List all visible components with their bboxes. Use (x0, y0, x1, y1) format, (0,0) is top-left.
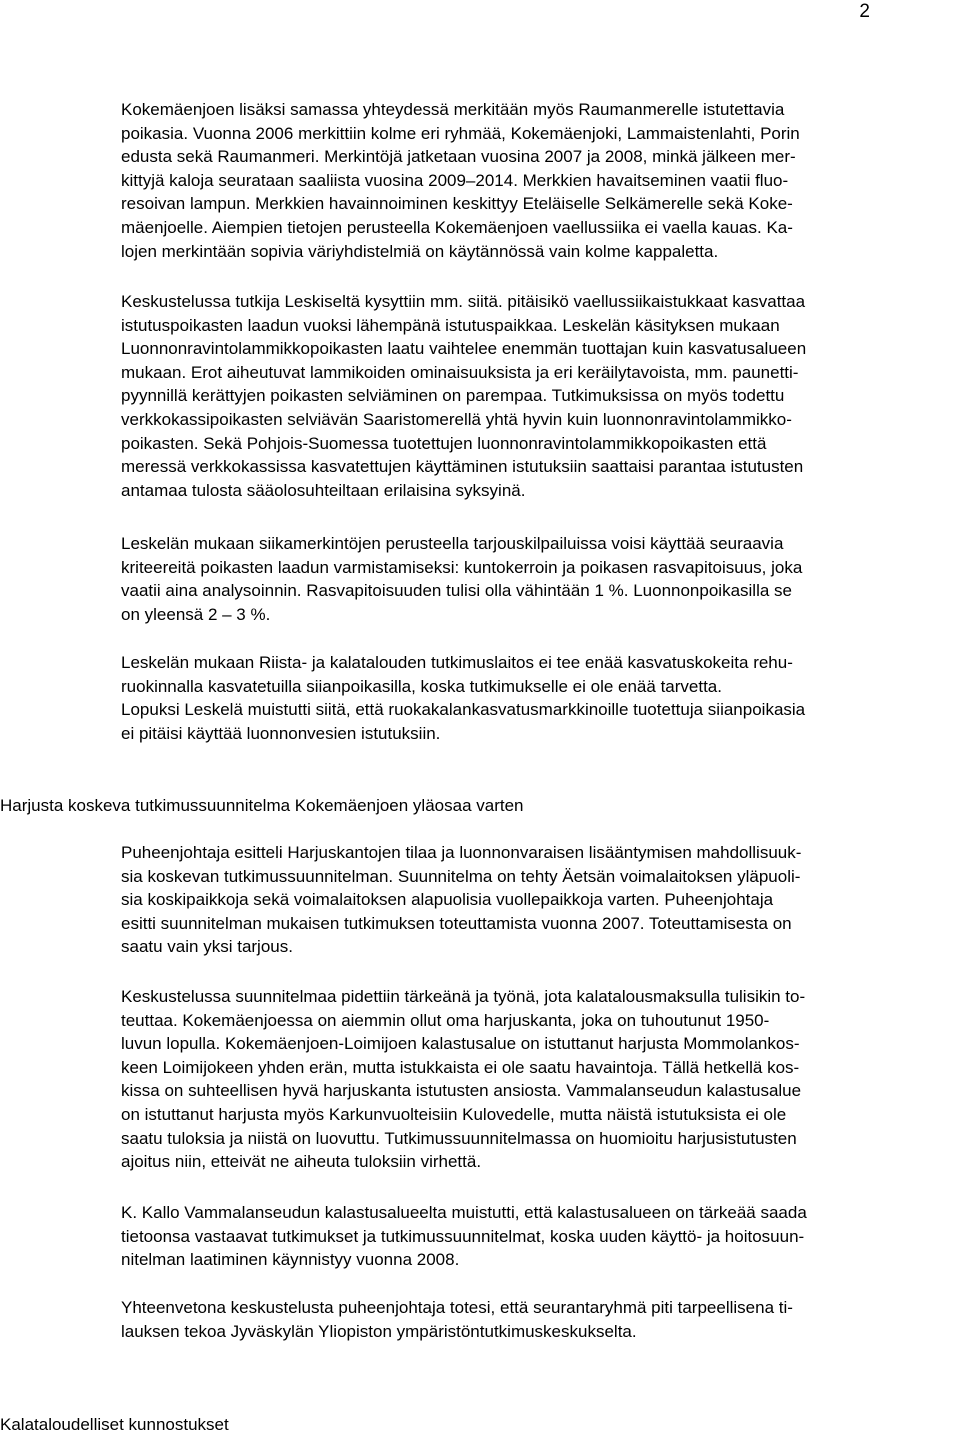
text-line: mukaan. Erot aiheutuvat lammikoiden ominaisuuksista ja eri keräilytavoista, mm. paunetti- (121, 362, 799, 382)
paragraph (121, 1201, 957, 1272)
paragraph (121, 290, 957, 502)
text-line: istutuspoikasten laadun vuoksi lähempänä istutuspaikkaa. Leskelän käsityksen mukaan (121, 315, 780, 335)
text-line: vaatii aina analysoinnin. Rasvapitoisuuden tulisi olla vähintään 1 %. Luonnonpoikasilla se (121, 581, 792, 601)
text-line: meressä verkkokassissa kasvatettujen käyttäminen istutuksiin saattaisi parantaa istutusten (121, 457, 804, 477)
paragraph (121, 985, 957, 1174)
text-line: resoivan lampun. Merkkien havainnoiminen keskittyy Eteläiselle Selkämerelle sekä Koke- (121, 194, 793, 214)
paragraph (121, 1296, 957, 1343)
section-heading: Harjusta koskeva tutkimussuunnitelma Kokemäenjoen yläosaa varten (0, 796, 524, 815)
text-line: Yhteenvetona keskustelusta puheenjohtaja totesi, että seurantaryhmä piti tarpeellisena ti- (121, 1298, 793, 1317)
text-line: on istuttanut harjusta myös Karkunvuolteisiin Kulovedelle, mutta näistä istutuksista ei ole (121, 1104, 787, 1124)
text-line: luvun lopulla. Kokemäenjoen-Loimijoen kalastusalue on istuttanut harjusta Mommolankos- (121, 1034, 800, 1054)
text-line: Keskustelussa tutkija Leskiseltä kysyttiin mm. siitä. pitäisikö vaellussiikaistukkaat kasvattaa (121, 292, 806, 311)
text-line: esitti suunnitelman mukaisen tutkimuksen toteuttamista vuonna 2007. Toteuttamisesta on (121, 913, 792, 933)
text-line: mäenjoelle. Aiempien tietojen perusteella Kokemäenjoen vaellussiika ei vaella kauas. Ka- (121, 217, 793, 237)
text-line: Keskustelussa suunnitelmaa pidettiin tärkeänä ja työnä, jota kalatalousmaksulla tulisikin to- (121, 987, 806, 1006)
text-line: lojen merkintään sopivia väriyhdistelmiä on käytännössä vain kolme kappaletta. (121, 241, 719, 261)
text-line: kittyjä kaloja seurataan saaliista vuosina 2009–2014. Merkkien havaitseminen vaatii fluo- (121, 170, 789, 190)
paragraph (121, 98, 957, 263)
text-line: teuttaa. Kokemäenjoessa on aiemmin ollut oma harjuskanta, joka on tuhoutunut 1950- (121, 1010, 770, 1030)
text-line: sia koskevan tutkimussuunnitelman. Suunnitelma on tehty Äetsän voimalaitoksen yläpuoli- (121, 866, 801, 886)
text-line: K. Kallo Vammalanseudun kalastusalueelta muistutti, että kalastusalueen on tärkeää saada (121, 1203, 807, 1222)
paragraph (121, 532, 957, 626)
text-line: tietoonsa vastaavat tutkimukset ja tutkimussuunnitelmat, koska uuden käyttö- ja hoitosuun- (121, 1226, 805, 1246)
text-line: poikasten. Sekä Pohjois-Suomessa tuotettujen luonnonravintolammikkopoikasten että (121, 433, 767, 453)
text-line: Lopuksi Leskelä muistutti siitä, että ruokakalankasvatusmarkkinoille tuotettuja siianpoikasia (121, 700, 806, 720)
text-line: nitelman laatiminen käynnistyy vuonna 2008. (121, 1250, 460, 1270)
text-line: saatu vain yksi tarjous. (121, 937, 293, 957)
text-line: kriteereitä poikasten laadun varmistamiseksi: kuntokerroin ja poikasen rasvapitoisuus, joka (121, 557, 803, 577)
text-line: ruokinnalla kasvatetuilla siianpoikasilla, koska tutkimukselle ei ole enää tarvetta. (121, 676, 722, 696)
section-heading: Kalataloudelliset kunnostukset (0, 1415, 229, 1434)
text-line: pyynnillä kerättyjen poikasten selviäminen on parempaa. Tutkimuksissa on myös todettu (121, 386, 785, 406)
text-line: Leskelän mukaan siikamerkintöjen perusteella tarjouskilpailuissa voisi käyttää seuraavia (121, 534, 784, 553)
text-line: Kokemäenjoen lisäksi samassa yhteydessä merkitään myös Raumanmerelle istutettavia (121, 100, 785, 119)
text-line: Leskelän mukaan Riista- ja kalatalouden tutkimuslaitos ei tee enää kasvatuskokeita rehu- (121, 653, 793, 672)
text-line: edusta sekä Raumanmeri. Merkintöjä jatketaan vuosina 2007 ja 2008, minkä jälkeen mer- (121, 147, 796, 167)
text-line: lauksen tekoa Jyväskylän Yliopiston ympäristöntutkimuskeskukselta. (121, 1321, 637, 1341)
text-line: antamaa tulosta sääolosuhteiltaan erilaisina syksyinä. (121, 480, 526, 500)
text-line: Luonnonravintolammikkopoikasten laatu vaihtelee enemmän tuottajan kuin kasvatusalueen (121, 339, 807, 359)
text-line: kissa on suhteellisen hyvä harjuskanta istutusten ansiosta. Vammalanseudun kalastusalue (121, 1081, 802, 1101)
text-line: saatu tuloksia ja niistä on luovuttu. Tutkimussuunnitelmassa on huomioitu harjusistutusten (121, 1128, 797, 1148)
text-line: ajoitus niin, etteivät ne aiheuta tuloksiin virhettä. (121, 1152, 482, 1172)
text-line: Puheenjohtaja esitteli Harjuskantojen tilaa ja luonnonvaraisen lisääntymisen mahdollisuuk- (121, 843, 802, 862)
paragraph (121, 841, 957, 959)
text-line: poikasia. Vuonna 2006 merkittiin kolme eri ryhmää, Kokemäenjoki, Lammaistenlahti, Porin (121, 123, 800, 143)
text-line: keen Loimijokeen yhden erän, mutta istukkaista ei ole saatu havaintoja. Tällä hetkellä kos- (121, 1057, 800, 1077)
text-line: ei pitäisi käyttää luonnonvesien istutuksiin. (121, 723, 441, 743)
text-line: verkkokassipoikasten selviävän Saaristomerellä yhtä hyvin kuin luonnonravintolammikko- (121, 409, 792, 429)
paragraph (121, 651, 957, 745)
text-line: on yleensä 2 – 3 %. (121, 604, 271, 624)
text-line: sia koskipaikkoja sekä voimalaitoksen alapuolisia vuollepaikkoja varten. Puheenjohtaja (121, 890, 774, 910)
page-number: 2 (859, 1, 870, 22)
